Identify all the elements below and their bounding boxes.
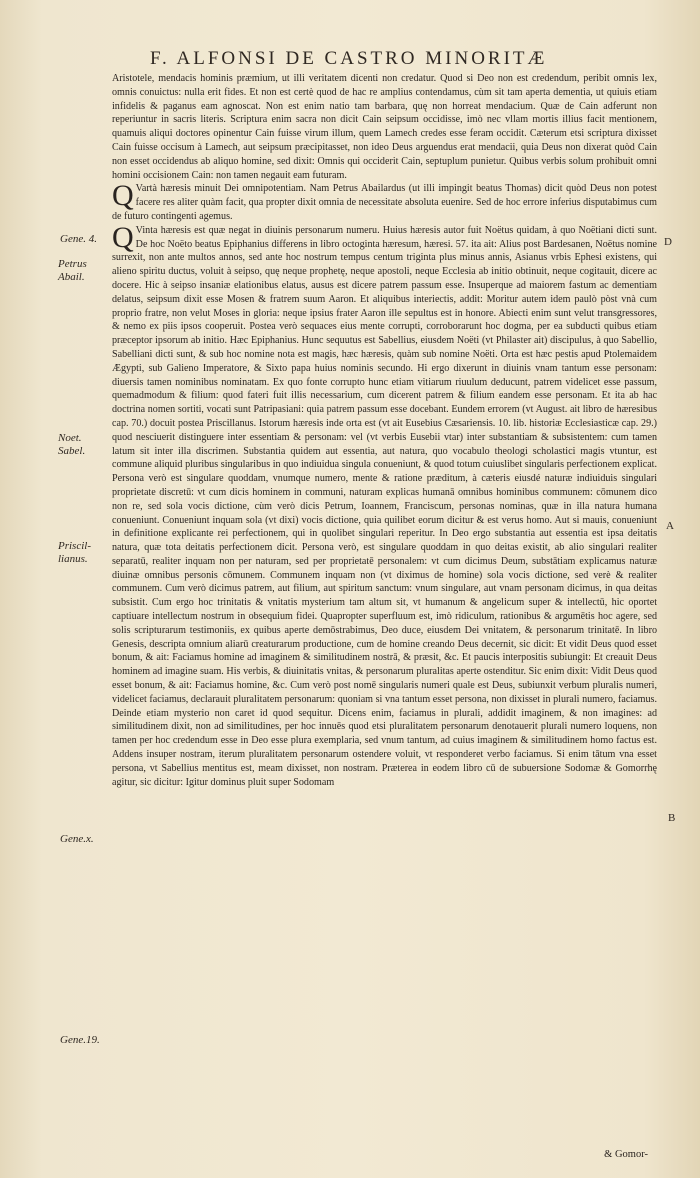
running-header: F. ALFONSI DE CASTRO MINORITÆ (150, 48, 548, 69)
margin-note-line: Petrus (58, 258, 87, 270)
paragraph-text: Vartà hæresis minuit Dei omnipotentiam. Nam Petrus Abailardus (ut illi impingit beatus Thomas) dicit quòd Deus non potest facere res aliter quàm facit, qua propter dixit omnia de necessitate absoluta euenire. Sed de hoc errore inferius disputabimus cum de futuro contingenti agemus. (112, 183, 657, 222)
side-letter-b: B (668, 812, 676, 824)
side-letter-a: A (666, 520, 674, 532)
margin-note-priscil (58, 540, 91, 566)
margin-note-line: Sabel. (58, 445, 86, 457)
margin-note-gene19: Gene.19. (60, 1034, 100, 1046)
margin-note-noet (58, 432, 85, 458)
catchword: & Gomor- (604, 1149, 648, 1160)
drop-cap: Q (112, 179, 134, 213)
margin-note-genex: Gene.x. (60, 833, 94, 845)
margin-note-petrus (58, 258, 87, 284)
margin-note-line: Noet. (58, 432, 82, 444)
paragraph-text: Vinta hæresis est quæ negat in diuinis personarum numeru. Huius hæresis autor fuit Noëtus quidam, à quo Noëtiani dicti sunt. De hoc Noëto beatus Epiphanius differens in libro octoginta hæresum, hæresi. 57. ita ait: Alius post Bardesanen, Noëtus nomine surrexit, non ante multos annos, sed ante hoc nostrum tempus centum triginta plus minus annis, Asianus vrbis Ephesi existens, qui alieno spiritu ductus, voluit à seipso, quę neque prophetę, neque apostoli, neque Ecclesia ab initio obtinuit, neque cogitauit, dicere ac docere. Hic à seipso insaniæ elationibus elatus, ausus est dicere patrem passum esse. Insuperque ad maiorem fastum ac dementiam delatus, seipsum dixit esse Mosen & fratrem suum Aaron. Et aliquibus interiectis, addit: Moritur autem idem paulò pòst vnà cum proprio fratre, non velut Moses in gloria: neque ipsius frater Aaron ille sepultus est in honore. Abiecti enim sunt velut transgressores, & nemo ex piis ipsos cooperuit. Postea verò sequaces eius mente corrupti, corroborarunt hoc dogma, per ea subducti quibus etiam præceptor ipsorum ab initio. Hæc Epiphanius. Hunc sequutus est Sabellius, eiusdem Noëti (vt Philaster ait) discipulus, à quo Sabellio, Sabelliani dicti sunt, & sub hoc nomine nota est magis, hæc hæresis, quàm sub nomine Noëti. Orta est hæc pestis apud Ptolemaidem Ægypti, sub Galieno Imperatore, & Sixto papa huius nominis secundo. Hi ergo dixerunt in diuinis vnam tantum esse personam: diuersis tamen nominibus nominatam. Ex quo fonte corrupto hunc etiam vitiarum riuulum deducunt, patrem videlicet esse passum, quemadmodum & filium: quod fateri fuit illis necessarium, cum dicerent patrem & filium eandem esse personam. Et ita ab hac doctrina nomen sortiti, vocati sunt Patripasiani: quia patrem passum esse docebant. Eundem errorem (vt August. ait libro de hæresibus cap. 70.) docuit postea Priscillanus. Istorum hæresis inde orta est (vt ait Eusebius Cæsariensis. 10. lib. historiæ Ecclesiasticæ cap. 29.) quod nesciuerit distinguere inter essentiam & personam: vel (vt verbis Eusebii vtar) inter substantiam & subsistentem: cum tamen latum sit inter illa discrimen. Substantia quidem aut essentia, aut natura, quo vocabulo theologi scholastici magis vtuntur, est commune aliquid pluribus singularibus in quo indiuidua singula conueniunt, & quod totum cuiuslibet singularis perfectionem explicat. Persona verò est singulare quoddam, vnumque numero, mente & ratione præditum, à cæteris eiusdé naturæ indiuiduis singulari proprietate discretū: vt cum dicis hominem in communi, naturam explicas humanā omnibus hominibus communem: cōmunem dico non re, sed sola vocis dictione, cùm verò dicis Petrum, Ioannem, Franciscum, personas nominas, quæ in illa natura humana conueniunt. Conueniunt inquam sola (vt dixi) vocis dictione, quia quilibet eorum dicitur & est verus homo. Aut si mauis, conueniunt in definitione explicante rei perfectionem, qui in quolibet singulari reperitur. In Deo ergo substantia aut essentia est ipsa deitatis natura, quæ tota deitatis perfectionem dicit. Persona verò, est singulare quoddam in quo deitas existit, ab alio singulari realiter separatū, realiter inquam non per naturam, sed per proprietatē personalem: vt cum dicimus Deum, substātiam explicamus naturæ diuinæ omnibus personis cōmunem. Communem inquam non (vt diximus de homine) sola vocis dictione, sed verè & realiter communem. Cum verò dicimus patrem, aut filium, aut spiritum sanctum: vnum singulare, aut vnam personam dicimus, in qua deitas subsistit. Cum ergo hoc trinitatis & vnitatis mysterium tam altum sit, vt humanum & angelicum super & intellectū, hic oportet captiuare intellectum nostrum in obsequium fidei. Quapropter superfluum est, imò ridiculum, rationibus & argumētis hoc agere, sed solis scripturarum testimoniis, ex quibus aperte demōstrabimus, Deo duce, eiusdem Dei vnitatem, & personarum trinitatē. In libro Genesis, descripta omnium aliarū creaturarum productione, cum de homine creando Deus decernit, sic dicit: Et vidit Deus quod esset bonum, & ait: Faciamus homine ad imaginem & similitudinem nostrā, & præsit, &c. Et paucis interpositis subiungit: Et creauit Deus hominem ad imagine suam. His verbis, & diuinitatis vnitas, & personarum pluralitas aperte ostenditur. Sic enim dixit: Vidit Deus quod esset bonum, & ait: Faciamus homine, &c. Cum verò post nomē singularis numeri quale est Deus, subiunxit verbum pluralis numeri, videlicet faciamus, declarauit pluralitatem personarum: quoniam si vna tantum esset persona, non dixisset in plurali numero, faciamus. Deinde etiam mysterio non caret id quod sequitur. Dicens enim, faciamus in plurali, addidit imaginem, & non imagines: ad similitudinem dixit, non ad similitudines, per hoc innuēs quod etsi pluralitatem personarum denotauerit plurali numero loquens, non tamen per hoc credendum esse in Deo esse plura exemplaria, sed vnum tantum, ad cuius imaginem & similitudinem homo factus est. Addens insuper nostram, iterum pluralitatem personarum ostendere voluit, vt responderet verbo faciamus. Si enim tātum vna esset persona, vt Sabellius mentitus est, meam dixisset, non nostram. Præterea in eodem libro cū de subuersione Sodomæ & Gomorrhę agitur, sic dicitur: Igitur dominus pluit super Sodomam (112, 224, 657, 788)
paragraph: Aristotele, mendacis hominis præmium, ut illi veritatem dicenti non credatur. Quod si Deo non est credendum, peribit omnis lex, omnis conuictus: nulla erit fides. Et non est certè quod de hac re amplius contendamus, cùm sit tam aperta dementia, ut quiuis etiam infidelis & paganus eam agnoscat. Non est enim natio tam barbara, quę non horreat mendacium. Quæ de Cain adferunt non reperiuntur in sacris literis. Scriptura enim sacra non dicit Cain seipsum occidisse, imò nec vllam mortis illius facit mentionem, quamuis aliqui doctores opinentur Cain fuisse virum illum, quem Lamech credes esse feram occidit. Cæterum etsi scriptura dixisset Cain fuisse occisum à Lamech, aut seipsum præcipitasset, non ideo Deus arguendus erat mendacii, quia Deus non dixerat quòd Cain non esset occidendus ab aliquo homine, sed dixit: Omnis qui occiderit Cain, septuplum punietur. Quibus verbis solum prohibuit omni homini occisionem Cain: non tamen negauit eam futuram. (112, 73, 657, 181)
paragraph (112, 220, 657, 790)
paragraph (112, 179, 657, 223)
margin-note-line: lianus. (58, 553, 88, 565)
margin-note-line: Priscil- (58, 540, 91, 552)
margin-note-gene4: Gene. 4. (60, 233, 97, 245)
side-letter-d: D (664, 236, 672, 248)
main-text (112, 72, 657, 789)
margin-note-line: Abail. (58, 271, 85, 283)
drop-cap: Q (112, 220, 134, 254)
